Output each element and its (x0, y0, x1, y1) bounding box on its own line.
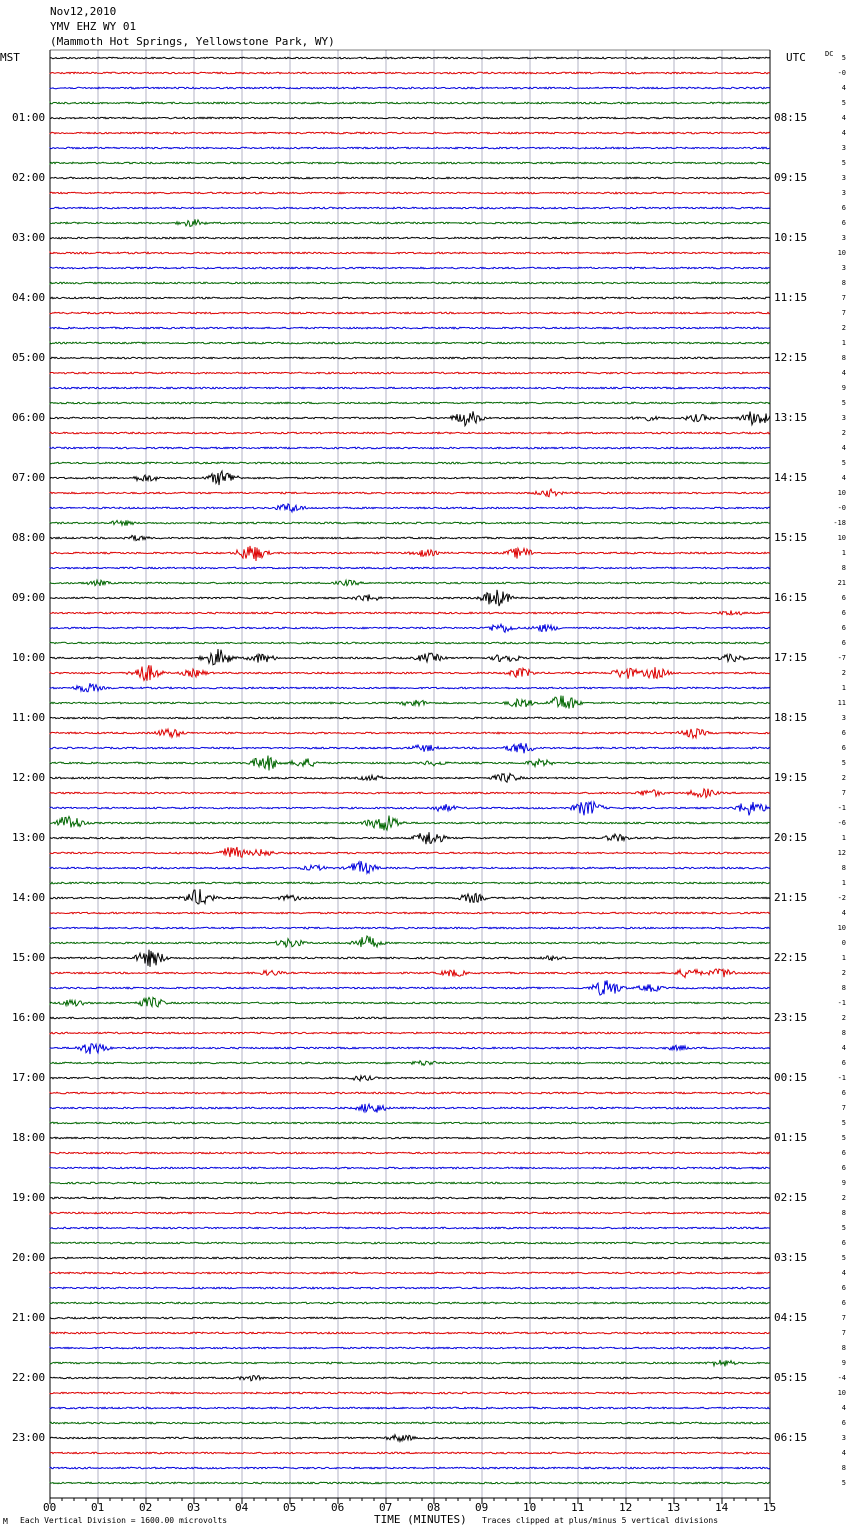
trace-row-22 (50, 387, 770, 389)
trace-row-7 (50, 162, 770, 164)
dc-offset-value: 6 (841, 729, 846, 737)
trace-row-25 (50, 432, 770, 434)
dc-offset-value: 4 (841, 84, 846, 92)
dc-offset-value: 2 (841, 1014, 846, 1022)
trace-row-80 (50, 1257, 770, 1259)
dc-offset-value: 6 (841, 1059, 846, 1067)
dc-offset-value: 10 (837, 489, 846, 497)
left-hour-label: 12:00 (12, 771, 46, 784)
trace-row-71 (50, 1122, 770, 1124)
right-hour-label: 23:15 (774, 1011, 808, 1024)
trace-row-74 (50, 1167, 770, 1169)
dc-offset-value: 5 (841, 1224, 846, 1232)
right-hour-label: 08:15 (774, 111, 808, 124)
x-tick-label: 07 (379, 1501, 393, 1514)
right-hour-label: 03:15 (774, 1251, 808, 1264)
dc-offset-value: 1 (841, 684, 846, 692)
trace-row-5 (50, 132, 770, 134)
trace-row-82 (50, 1287, 770, 1289)
dc-offset-value: 1 (841, 879, 846, 887)
x-axis (50, 1498, 770, 1504)
trace-row-89 (50, 1392, 770, 1394)
dc-offset-value: 4 (841, 114, 846, 122)
dc-offset-value: 5 (841, 1479, 846, 1487)
trace-row-30 (50, 504, 770, 512)
dc-offset-value: 12 (837, 849, 846, 857)
dc-offset-value: 7 (841, 294, 846, 302)
left-hour-label: 13:00 (12, 831, 46, 844)
dc-offset-value: 11 (837, 699, 846, 707)
trace-row-66 (50, 1044, 770, 1054)
dc-offset-value: 9 (841, 1359, 846, 1367)
right-hour-label: 19:15 (774, 771, 808, 784)
trace-row-63 (50, 998, 770, 1007)
trace-row-10 (50, 207, 770, 209)
dc-offset-value: 6 (841, 1239, 846, 1247)
dc-offset-value: 6 (841, 624, 846, 632)
dc-offset-value: 6 (841, 1419, 846, 1427)
trace-row-11 (50, 219, 770, 226)
trace-row-56 (50, 889, 770, 904)
right-hour-label: 17:15 (774, 651, 808, 664)
trace-row-83 (50, 1302, 770, 1304)
trace-row-31 (50, 520, 770, 525)
x-tick-label: 02 (139, 1501, 153, 1514)
right-hour-label: 18:15 (774, 711, 808, 724)
trace-row-87 (50, 1360, 770, 1366)
trace-row-94 (50, 1467, 770, 1469)
right-hour-label: 16:15 (774, 591, 808, 604)
trace-row-73 (50, 1152, 770, 1154)
trace-row-91 (50, 1422, 770, 1424)
station-code: YMV EHZ WY 01 (50, 20, 137, 33)
x-tick-label: 06 (331, 1501, 345, 1514)
left-hour-label: 15:00 (12, 951, 46, 964)
dc-offset-value: -1 (837, 999, 846, 1007)
trace-row-8 (50, 177, 770, 179)
x-tick-label: 15 (763, 1501, 777, 1514)
dc-offset-value: 8 (841, 279, 846, 287)
trace-row-44 (50, 717, 770, 719)
trace-row-24 (50, 411, 770, 425)
right-hour-label: 01:15 (774, 1131, 808, 1144)
x-tick-label: 03 (187, 1501, 201, 1514)
trace-row-23 (50, 402, 770, 404)
trace-row-6 (50, 147, 770, 149)
x-tick-label: 00 (43, 1501, 57, 1514)
dc-offset-value: -4 (837, 1374, 846, 1382)
trace-row-70 (50, 1104, 770, 1113)
left-hour-label: 06:00 (12, 411, 46, 424)
dc-offset-value: 8 (841, 1344, 846, 1352)
dc-offset-value: 6 (841, 609, 846, 617)
dc-offset-value: 10 (837, 924, 846, 932)
trace-row-50 (50, 802, 770, 815)
trace-row-15 (50, 282, 770, 284)
trace-row-59 (50, 936, 770, 947)
station-location: (Mammoth Hot Springs, Yellowstone Park, WY) (50, 35, 335, 48)
dc-offset-value: 4 (841, 474, 846, 482)
dc-offset-title: DC (825, 50, 834, 58)
dc-offset-value: 4 (841, 129, 846, 137)
left-hour-label: 09:00 (12, 591, 46, 604)
dc-offset-value: 6 (841, 1284, 846, 1292)
dc-offset-value: 5 (841, 99, 846, 107)
trace-row-19 (50, 342, 770, 344)
dc-offset-value: 3 (841, 264, 846, 272)
trace-row-69 (50, 1092, 770, 1094)
dc-offset-value: 3 (841, 1434, 846, 1442)
left-hour-label: 18:00 (12, 1131, 46, 1144)
right-hour-label: 04:15 (774, 1311, 808, 1324)
dc-offset-value: 2 (841, 429, 846, 437)
trace-row-75 (50, 1182, 770, 1184)
trace-row-57 (50, 912, 770, 914)
trace-row-90 (50, 1407, 770, 1409)
dc-offset-value: -7 (837, 654, 846, 662)
dc-offset-value: 5 (841, 1254, 846, 1262)
left-axis-title: MST (0, 51, 20, 64)
dc-offset-value: 7 (841, 1329, 846, 1337)
dc-offset-value: 2 (841, 969, 846, 977)
trace-row-35 (50, 580, 770, 586)
right-hour-label: 15:15 (774, 531, 808, 544)
dc-offset-value: 4 (841, 1404, 846, 1412)
dc-offset-value: 4 (841, 369, 846, 377)
dc-offset-value: 9 (841, 384, 846, 392)
dc-offset-value: 7 (841, 1314, 846, 1322)
dc-offset-value: 8 (841, 864, 846, 872)
trace-row-62 (50, 980, 770, 995)
dc-offset-value: -1 (837, 804, 846, 812)
right-hour-label: 12:15 (774, 351, 808, 364)
dc-offset-value: 4 (841, 909, 846, 917)
trace-row-86 (50, 1347, 770, 1349)
trace-row-78 (50, 1227, 770, 1229)
dc-offset-value: 6 (841, 204, 846, 212)
x-tick-label: 04 (235, 1501, 249, 1514)
dc-offset-value: -18 (833, 519, 846, 527)
trace-row-27 (50, 462, 770, 464)
dc-offset-value: 2 (841, 1194, 846, 1202)
minute-gridlines (50, 50, 770, 1498)
dc-offset-value: 7 (841, 1104, 846, 1112)
right-hour-label: 11:15 (774, 291, 808, 304)
left-hour-label: 14:00 (12, 891, 46, 904)
dc-offset-value: 8 (841, 1464, 846, 1472)
trace-row-53 (50, 847, 770, 857)
trace-row-42 (50, 683, 770, 692)
dc-offset-value: 10 (837, 534, 846, 542)
x-tick-label: 12 (619, 1501, 633, 1514)
trace-row-1 (50, 72, 770, 74)
right-hour-label: 20:15 (774, 831, 808, 844)
trace-row-72 (50, 1137, 770, 1139)
left-hour-label: 01:00 (12, 111, 46, 124)
x-tick-label: 09 (475, 1501, 489, 1514)
right-hour-label: 05:15 (774, 1371, 808, 1384)
dc-offset-value: 10 (837, 1389, 846, 1397)
dc-offset-value: 10 (837, 249, 846, 257)
dc-offset-value: 3 (841, 414, 846, 422)
dc-offset-value: 9 (841, 1179, 846, 1187)
dc-offset-value: 2 (841, 669, 846, 677)
dc-offset-value: -0 (837, 504, 846, 512)
right-axis-title: UTC (786, 51, 806, 64)
dc-offset-value: 7 (841, 309, 846, 317)
right-hour-label: 02:15 (774, 1191, 808, 1204)
dc-offset-value: 7 (841, 789, 846, 797)
trace-row-12 (50, 237, 770, 239)
scale-note: Each Vertical Division = 1600.00 microvolts (20, 1516, 228, 1525)
x-tick-label: 05 (283, 1501, 297, 1514)
dc-offset-value: 3 (841, 144, 846, 152)
trace-row-76 (50, 1197, 770, 1199)
dc-offset-value: 8 (841, 984, 846, 992)
dc-offset-value: 4 (841, 1269, 846, 1277)
x-tick-label: 11 (571, 1501, 585, 1514)
left-hour-label: 22:00 (12, 1371, 46, 1384)
trace-row-65 (50, 1032, 770, 1034)
right-hour-label: 21:15 (774, 891, 808, 904)
left-hour-label: 03:00 (12, 231, 46, 244)
right-hour-label: 09:15 (774, 171, 808, 184)
right-hour-label: 13:15 (774, 411, 808, 424)
dc-offset-value: 3 (841, 234, 846, 242)
trace-row-0 (50, 57, 770, 59)
left-hour-label: 23:00 (12, 1431, 46, 1444)
trace-row-16 (50, 297, 770, 299)
dc-offset-value: 5 (841, 1134, 846, 1142)
trace-row-45 (50, 729, 770, 738)
right-hour-label: 22:15 (774, 951, 808, 964)
trace-row-18 (50, 327, 770, 329)
dc-offset-value: 1 (841, 834, 846, 842)
dc-offset-value: 8 (841, 354, 846, 362)
seismic-traces (50, 57, 770, 1484)
trace-row-55 (50, 882, 770, 884)
trace-row-2 (50, 87, 770, 89)
dc-offset-value: 6 (841, 1299, 846, 1307)
dc-offset-value: 6 (841, 639, 846, 647)
trace-row-51 (50, 816, 770, 831)
trace-row-9 (50, 192, 770, 194)
x-tick-label: 14 (715, 1501, 729, 1514)
left-hour-label: 20:00 (12, 1251, 46, 1264)
trace-row-26 (50, 447, 770, 449)
trace-row-79 (50, 1242, 770, 1244)
trace-row-68 (50, 1076, 770, 1081)
right-hour-label: 06:15 (774, 1431, 808, 1444)
dc-offset-value: 4 (841, 1449, 846, 1457)
dc-offset-value: -0 (837, 69, 846, 77)
trace-row-49 (50, 789, 770, 798)
dc-offset-value: 4 (841, 1044, 846, 1052)
dc-offset-value: 5 (841, 399, 846, 407)
trace-row-37 (50, 611, 770, 615)
dc-offset-value: 8 (841, 1209, 846, 1217)
dc-offset-value: 4 (841, 444, 846, 452)
trace-row-61 (50, 969, 770, 978)
dc-offset-value: 21 (837, 579, 846, 587)
trace-row-40 (50, 649, 770, 665)
trace-row-36 (50, 590, 770, 606)
trace-row-95 (50, 1482, 770, 1484)
dc-offset-value: 6 (841, 1164, 846, 1172)
trace-row-21 (50, 372, 770, 374)
trace-row-60 (50, 950, 770, 967)
left-hour-label: 21:00 (12, 1311, 46, 1324)
trace-row-46 (50, 743, 770, 753)
trace-row-85 (50, 1332, 770, 1334)
dc-offset-value: 1 (841, 954, 846, 962)
x-tick-label: 01 (91, 1501, 105, 1514)
dc-offset-value: 0 (841, 939, 846, 947)
trace-row-14 (50, 267, 770, 269)
x-tick-label: 13 (667, 1501, 681, 1514)
dc-offset-value: 5 (841, 759, 846, 767)
trace-row-34 (50, 567, 770, 569)
dc-offset-value: 1 (841, 549, 846, 557)
dc-offset-value: 3 (841, 174, 846, 182)
trace-row-20 (50, 357, 770, 359)
trace-row-77 (50, 1212, 770, 1214)
trace-row-3 (50, 102, 770, 104)
trace-row-43 (50, 696, 770, 709)
dc-offset-value: 2 (841, 324, 846, 332)
right-hour-label: 10:15 (774, 231, 808, 244)
left-hour-label: 10:00 (12, 651, 46, 664)
record-date: Nov12,2010 (50, 5, 117, 18)
dc-offset-value: 5 (841, 54, 846, 62)
trace-row-39 (50, 642, 770, 644)
left-hour-label: 08:00 (12, 531, 46, 544)
right-hour-label: 00:15 (774, 1071, 808, 1084)
trace-row-32 (50, 535, 770, 540)
dc-offset-value: -2 (837, 894, 846, 902)
left-hour-label: 07:00 (12, 471, 46, 484)
trace-row-92 (50, 1435, 770, 1442)
left-hour-label: 05:00 (12, 351, 46, 364)
trace-row-13 (50, 252, 770, 254)
dc-offset-value: 6 (841, 744, 846, 752)
trace-row-38 (50, 624, 770, 632)
dc-offset-value: 8 (841, 564, 846, 572)
clip-note: Traces clipped at plus/minus 5 vertical divisions (482, 1516, 719, 1525)
trace-row-48 (50, 774, 770, 783)
dc-offset-value: 2 (841, 774, 846, 782)
trace-row-28 (50, 471, 770, 485)
trace-row-29 (50, 489, 770, 497)
trace-row-64 (50, 1017, 770, 1019)
trace-row-67 (50, 1061, 770, 1066)
dc-offset-value: 5 (841, 159, 846, 167)
left-hour-label: 02:00 (12, 171, 46, 184)
trace-row-81 (50, 1272, 770, 1274)
left-hour-label: 19:00 (12, 1191, 46, 1204)
left-hour-label: 04:00 (12, 291, 46, 304)
x-tick-label: 10 (523, 1501, 537, 1514)
left-hour-label: 11:00 (12, 711, 46, 724)
trace-row-58 (50, 927, 770, 929)
dc-offset-value: 1 (841, 339, 846, 347)
left-hour-label: 16:00 (12, 1011, 46, 1024)
trace-row-88 (50, 1376, 770, 1381)
trace-row-17 (50, 312, 770, 314)
trace-row-41 (50, 665, 770, 681)
dc-offset-value: 6 (841, 594, 846, 602)
corner-mark: M (3, 1517, 8, 1526)
trace-row-93 (50, 1452, 770, 1454)
dc-offset-value: 6 (841, 1089, 846, 1097)
right-hour-label: 14:15 (774, 471, 808, 484)
dc-offset-value: 3 (841, 189, 846, 197)
dc-offset-value: 8 (841, 1029, 846, 1037)
dc-offset-value: 3 (841, 714, 846, 722)
trace-row-33 (50, 546, 770, 561)
dc-offset-value: 5 (841, 1119, 846, 1127)
dc-offset-value: -6 (837, 819, 846, 827)
left-hour-label: 17:00 (12, 1071, 46, 1084)
trace-row-54 (50, 861, 770, 873)
trace-row-52 (50, 832, 770, 844)
dc-offset-value: 5 (841, 459, 846, 467)
dc-offset-value: -1 (837, 1074, 846, 1082)
trace-row-4 (50, 117, 770, 119)
x-axis-title: TIME (MINUTES) (374, 1513, 467, 1526)
dc-offset-value: 6 (841, 1149, 846, 1157)
x-tick-label: 08 (427, 1501, 441, 1514)
trace-row-47 (50, 756, 770, 771)
trace-row-84 (50, 1317, 770, 1319)
dc-offset-value: 6 (841, 219, 846, 227)
